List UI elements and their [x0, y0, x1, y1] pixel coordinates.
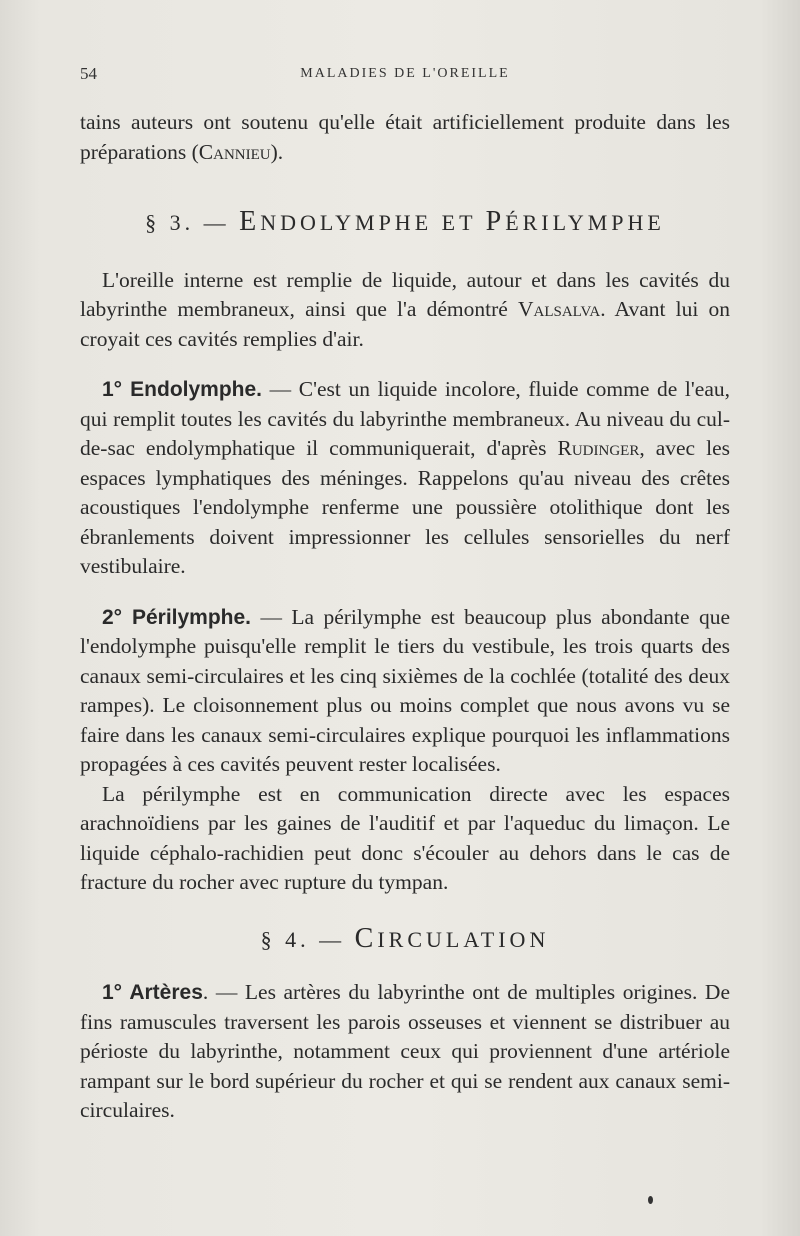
endolymphe-heading: 1° Endolymphe. [102, 378, 263, 401]
section-3-title [80, 207, 730, 238]
arteres-text: . — Les artères du labyrinthe ont de multiples origines. De fins ramuscules traversent les parois osseuses et viennent se distribuer au périoste du labyrinthe, notamment ceux qui proviennent d'une artériole rampant sur le bord supérieur du rocher et qui se rendent aux canaux semi-circulaires. [80, 980, 730, 1122]
page-body [80, 108, 730, 1126]
continuation-end: ). [270, 139, 284, 164]
section-3-number: § 3. — [145, 210, 240, 235]
ink-speck [648, 1196, 653, 1204]
continuation-paragraph [80, 108, 730, 167]
endolymphe-paragraph [80, 375, 730, 582]
section-4-title-part: IRCULATION [377, 926, 550, 952]
page-number: 54 [80, 64, 97, 83]
perilymphe-paragraph [80, 603, 730, 780]
author-name-rudinger: Rudinger [557, 436, 640, 460]
section-4-title [80, 924, 730, 955]
section-3-initial-e: E [239, 206, 261, 237]
intro-text: L'oreille interne est remplie de liquide, autour et dans les cavités du labyrinthe membraneux, ainsi que l'a démontré [80, 267, 730, 321]
author-name-cannieu: Cannieu [198, 139, 271, 164]
intro-text-end: . Avant lui on croyait ces cavités remplies d'air. [80, 297, 730, 351]
arteres-heading: 1° Artères [102, 981, 203, 1004]
perilymphe-heading: 2° Périlymphe. [102, 605, 252, 629]
perilymphe-text: — La périlymphe est beaucoup plus abondante que l'endolymphe puisqu'elle remplit le tiers du vestibule, les trois quarts des canaux semi-circulaires et les cinq sixièmes de la cochlée (totalité des deux rampes). Le cloisonnement plus ou moins complet que nous avons vu se faire dans les canaux semi-circulaires explique pourquoi les inflammations propagées à ces cavités peuvent rester localisées. [80, 604, 730, 776]
section-3-initial-p: P [485, 206, 506, 237]
endolymphe-text-end: , avec les espaces lymphatiques des méninges. Rappelons qu'au niveau des crêtes acoustiques l'endolymphe renferme une poussière otolithique dont les ébranlements doivent impressionner les cellules sensorielles du nerf vestibulaire. [80, 436, 731, 578]
author-name-valsalva: Valsalva [517, 297, 601, 321]
running-head: MALADIES DE L'OREILLE [300, 66, 510, 81]
endolymphe-text: — C'est un liquide incolore, fluide comme de l'eau, qui remplit toutes les cavités du labyrinthe membraneux. Au niveau du cul-de-sac endolymphatique il communiquerait, d'après [80, 377, 730, 460]
section-3-intro-paragraph [80, 266, 730, 355]
section-3-title-part: NDOLYMPHE ET [260, 210, 486, 235]
perilymphe-paragraph-2: La périlymphe est en communication directe avec les espaces arachnoïdiens par les gaines de l'auditif et par l'aqueduc du limaçon. Le liquide céphalo-rachidien peut donc s'écouler au dehors dans le cas de fracture du rocher avec rupture du tympan. [80, 781, 730, 894]
section-3-title-end: ÉRILYMPHE [505, 210, 665, 235]
arteres-paragraph [80, 978, 730, 1126]
page-header [80, 64, 730, 88]
section-4-number: § 4. — [260, 926, 355, 952]
section-4-initial-c: C [354, 922, 378, 954]
continuation-text: tains auteurs ont soutenu qu'elle était artificiellement produite dans les préparations ( [80, 110, 730, 164]
